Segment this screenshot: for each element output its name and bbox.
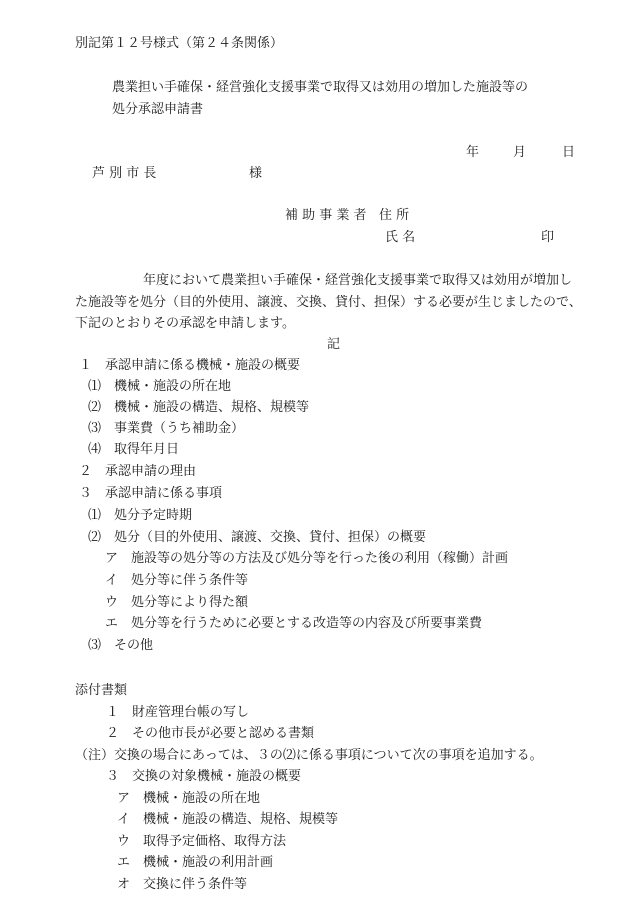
section-3-3: ⑶ その他: [88, 638, 154, 653]
section-2: ２ 承認申請の理由: [79, 464, 197, 479]
attachment-3: ３ 交換の対象機械・施設の概要: [106, 769, 302, 784]
section-3-2-e: エ 処分等を行うために必要とする改造等の内容及び所要事業費: [105, 616, 483, 631]
seal-mark: 印: [541, 230, 555, 245]
attachment-3-o: オ 交換に伴う条件等: [117, 877, 248, 892]
attachment-3-u: ウ 取得予定価格、取得方法: [117, 834, 287, 849]
attachment-2: ２ その他市長が必要と認める書類: [106, 726, 315, 741]
attachments-heading: 添付書類: [75, 683, 128, 698]
document-title-line1: 農業担い手確保・経営強化支援事業で取得又は効用の増加した施設等の: [112, 80, 529, 95]
ki-marker: 記: [327, 337, 341, 352]
applicant-address-label: 住 所: [379, 208, 410, 223]
document-title-line2: 処分承認申請書: [112, 102, 204, 117]
attachment-3-a: ア 機械・施設の所在地: [117, 791, 261, 806]
addressee-name: 芦 別 市 長: [92, 166, 157, 181]
section-1-2: ⑵ 機械・施設の構造、規格、規模等: [88, 400, 310, 415]
body-line-3: 下記のとおりその承認を申請します。: [75, 316, 295, 331]
date-day: 日: [562, 145, 576, 160]
section-1-3: ⑶ 事業費（うち補助金）: [88, 421, 245, 436]
applicant-name-label: 氏 名: [385, 230, 416, 245]
attachment-3-i: イ 機械・施設の構造、規格、規模等: [117, 812, 339, 827]
form-number: 別記第１２号様式（第２４条関係）: [75, 36, 284, 51]
addressee-honorific: 様: [249, 166, 263, 181]
attachment-3-e: エ 機械・施設の利用計画: [117, 855, 274, 870]
date-month: 月: [513, 145, 527, 160]
section-1: １ 承認申請に係る機械・施設の概要: [79, 358, 301, 373]
section-3-2-i: イ 処分等に伴う条件等: [105, 573, 249, 588]
date-year: 年: [466, 145, 480, 160]
section-1-4: ⑷ 取得年月日: [88, 442, 180, 457]
body-line-2: た施設等を処分（目的外使用、譲渡、交換、貸付、担保）する必要が生じましたので、: [75, 295, 582, 310]
section-3-2-a: ア 施設等の処分等の方法及び処分等を行った後の利用（稼働）計画: [105, 551, 509, 566]
section-1-1: ⑴ 機械・施設の所在地: [88, 379, 232, 394]
attachment-1: １ 財産管理台帳の写し: [106, 705, 250, 720]
applicant-label: 補 助 事 業 者: [285, 208, 367, 223]
body-line-1: 年度において農業担い手確保・経営強化支援事業で取得又は効用が増加し: [143, 273, 573, 288]
section-3-2-u: ウ 処分等により得た額: [105, 595, 249, 610]
section-3-1: ⑴ 処分予定時期: [88, 508, 193, 523]
section-3: ３ 承認申請に係る事項: [79, 486, 223, 501]
attachment-note: （注）交換の場合にあっては、３の⑵に係る事項について次の事項を追加する。: [75, 748, 543, 763]
section-3-2: ⑵ 処分（目的外使用、譲渡、交換、貸付、担保）の概要: [88, 530, 427, 545]
